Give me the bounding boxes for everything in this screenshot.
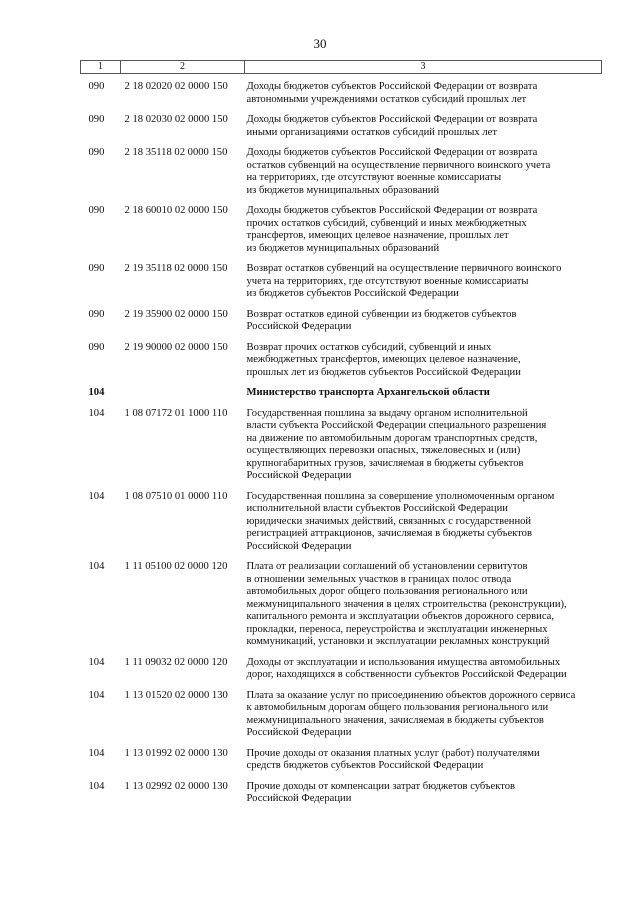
revenue-code-cell: 1 08 07510 01 0000 110	[124, 490, 228, 502]
description-line: Российской Федерации	[246, 540, 352, 552]
description-line: Доходы бюджетов субъектов Российской Федерации от возврата	[246, 114, 538, 125]
table-row	[81, 74, 602, 115]
description-line: Доходы бюджетов субъектов Российской Федерации от возврата	[246, 147, 538, 158]
admin-code-cell: 090	[88, 263, 105, 274]
description-cell	[245, 74, 602, 115]
description-line: Возврат остатков субвенций на осуществление первичного воинского	[246, 263, 562, 274]
revenue-code-cell: 2 18 35118 02 0000 150	[124, 147, 228, 158]
table-body	[81, 74, 602, 814]
table-row	[81, 263, 602, 309]
description-line: Государственная пошлина за совершение уполномоченным органом	[246, 490, 555, 502]
description-cell	[245, 491, 602, 562]
table-row	[81, 114, 602, 147]
description-line: капитального ремонта и эксплуатации объектов дорожного сервиса,	[246, 611, 554, 622]
table-row	[81, 408, 602, 491]
column-header-1: 1	[81, 61, 121, 74]
description-line: учета на территориях, где отсутствуют военные комиссариаты	[246, 275, 529, 287]
admin-code-cell: 090	[88, 81, 105, 92]
admin-code-cell: 104	[88, 780, 105, 792]
section-heading-row	[81, 387, 602, 408]
description-line: исполнительной власти субъектов Российской Федерации	[246, 503, 508, 514]
revenue-codes-table	[80, 60, 602, 814]
description-line: прокладки, переноса, переустройства и эксплуатации инженерных	[246, 623, 548, 635]
column-header-2: 2	[121, 61, 245, 74]
description-line: средств бюджетов субъектов Российской Федерации	[246, 760, 484, 771]
description-line: к автомобильным дорогам общего пользования регионального или	[246, 702, 549, 713]
description-cell	[245, 263, 602, 309]
description-line: коммуникаций, установки и эксплуатации рекламных конструкций	[246, 636, 550, 647]
revenue-code-cell: 2 19 90000 02 0000 150	[124, 341, 228, 353]
description-line: автономными учреждениями остатков субсидий прошлых лет	[246, 93, 527, 105]
description-cell	[245, 748, 602, 781]
table-row	[81, 309, 602, 342]
description-line: межмуниципального значения в целях строительства (реконструкции),	[246, 598, 567, 610]
description-cell	[245, 309, 602, 342]
revenue-code-cell	[121, 387, 245, 408]
description-cell	[245, 147, 602, 205]
table-row	[81, 342, 602, 388]
description-line: прошлых лет из бюджетов субъектов Российской Федерации	[246, 366, 521, 378]
admin-code-cell: 090	[88, 147, 105, 158]
description-line: дорог, находящихся в собственности субъектов Российской Федерации	[246, 669, 567, 680]
description-line: осуществляющих перевозки опасных, тяжеловесных и (или)	[246, 445, 521, 456]
description-line: Российской Федерации	[246, 470, 352, 481]
admin-code-cell: 090	[88, 205, 105, 216]
admin-code-cell: 104	[88, 407, 105, 419]
description-line: автомобильных дорог общего пользования регионального или	[246, 586, 528, 597]
table-row	[81, 657, 602, 690]
description-line: Доходы от эксплуатации и использования имущества автомобильных	[246, 656, 561, 668]
description-cell	[245, 561, 602, 657]
table-row	[81, 491, 602, 562]
description-line: Российской Федерации	[246, 793, 352, 804]
description-line: из бюджетов муниципальных образований	[246, 184, 440, 196]
description-line: межбюджетных трансфертов, имеющих целевое назначение,	[246, 354, 521, 365]
description-line: Прочие доходы от оказания платных услуг (работ) получателями	[246, 747, 540, 759]
description-line: юридически значимых действий, связанных с государственной	[246, 515, 532, 527]
description-line: Государственная пошлина за выдачу органом исполнительной	[246, 407, 528, 419]
description-line: Плата за оказание услуг по присоединению объектов дорожного сервиса	[246, 689, 576, 701]
description-line: Российской Федерации	[246, 727, 352, 738]
description-line: Возврат прочих остатков субсидий, субвенций и иных	[246, 341, 492, 353]
description-line: трансфертов, имеющих целевое назначение, прошлых лет	[246, 230, 509, 241]
revenue-code-cell: 1 11 05100 02 0000 120	[124, 561, 228, 572]
revenue-code-cell: 1 13 01520 02 0000 130	[124, 689, 228, 701]
description-line: остатков субвенций на осуществление первичного воинского учета	[246, 159, 551, 171]
description-line: на территориях, где отсутствуют военные комиссариаты	[246, 172, 502, 183]
admin-code-cell: 090	[88, 308, 105, 320]
revenue-code-cell: 2 18 02030 02 0000 150	[124, 114, 228, 125]
description-line: в отношении земельных участков в границах полос отвода	[246, 573, 512, 585]
admin-code-cell: 090	[88, 341, 105, 353]
description-line: Российской Федерации	[246, 321, 352, 332]
revenue-code-cell: 1 11 09032 02 0000 120	[124, 656, 228, 668]
description-cell	[245, 342, 602, 388]
admin-code-cell: 090	[88, 114, 105, 125]
table-row	[81, 748, 602, 781]
admin-code-cell: 104	[88, 656, 105, 668]
admin-code-cell: 104	[88, 490, 105, 502]
description-cell	[245, 387, 602, 408]
admin-code-cell: 104	[88, 747, 105, 759]
description-line: из бюджетов субъектов Российской Федерации	[246, 288, 459, 299]
description-line: крупногабаритных грузов, зачисляемая в бюджеты субъектов	[246, 457, 524, 469]
description-line: Возврат остатков единой субвенции из бюджетов субъектов	[246, 308, 517, 320]
description-line: Доходы бюджетов субъектов Российской Федерации от возврата	[246, 205, 538, 216]
table-row	[81, 147, 602, 205]
description-line: из бюджетов муниципальных образований	[246, 242, 440, 254]
table-row	[81, 205, 602, 263]
description-cell	[245, 114, 602, 147]
description-line: Прочие доходы от компенсации затрат бюджетов субъектов	[246, 780, 516, 792]
description-cell	[245, 657, 602, 690]
description-line: Плата от реализации соглашений об установлении сервитутов	[246, 561, 528, 572]
revenue-code-cell: 2 18 02020 02 0000 150	[124, 81, 228, 92]
description-cell	[245, 408, 602, 491]
description-line: регистрацией аттракционов, зачисляемая в бюджеты субъектов	[246, 528, 532, 539]
revenue-code-cell: 2 19 35900 02 0000 150	[124, 308, 228, 320]
description-line: на движение по автомобильным дорогам транспортных средств,	[246, 432, 538, 444]
revenue-code-cell: 1 08 07172 01 1000 110	[124, 407, 228, 419]
revenue-code-cell: 2 19 35118 02 0000 150	[124, 263, 228, 274]
table-row	[81, 781, 602, 814]
description-cell	[245, 781, 602, 814]
admin-code-cell: 104	[88, 387, 105, 398]
column-header-3: 3	[245, 61, 602, 74]
table-row	[81, 690, 602, 748]
revenue-code-cell: 1 13 02992 02 0000 130	[124, 780, 228, 792]
description-line: Министерство транспорта Архангельской области	[246, 387, 490, 398]
admin-code-cell: 104	[88, 689, 105, 701]
revenue-code-cell: 2 18 60010 02 0000 150	[124, 205, 228, 216]
description-cell	[245, 690, 602, 748]
description-line: Доходы бюджетов субъектов Российской Федерации от возврата	[246, 81, 538, 92]
revenue-code-cell: 1 13 01992 02 0000 130	[124, 747, 228, 759]
description-line: межмуниципального значения, зачисляемая в бюджеты субъектов	[246, 714, 544, 726]
description-line: власти субъекта Российской Федерации специального разрешения	[246, 420, 547, 431]
table-row	[81, 561, 602, 657]
description-cell	[245, 205, 602, 263]
description-line: иными организациями остатков субсидий прошлых лет	[246, 126, 497, 138]
page-number: 30	[313, 36, 327, 51]
description-line: прочих остатков субсидий, субвенций и иных межбюджетных	[246, 217, 527, 229]
table-header	[81, 61, 602, 74]
admin-code-cell: 104	[88, 561, 105, 572]
